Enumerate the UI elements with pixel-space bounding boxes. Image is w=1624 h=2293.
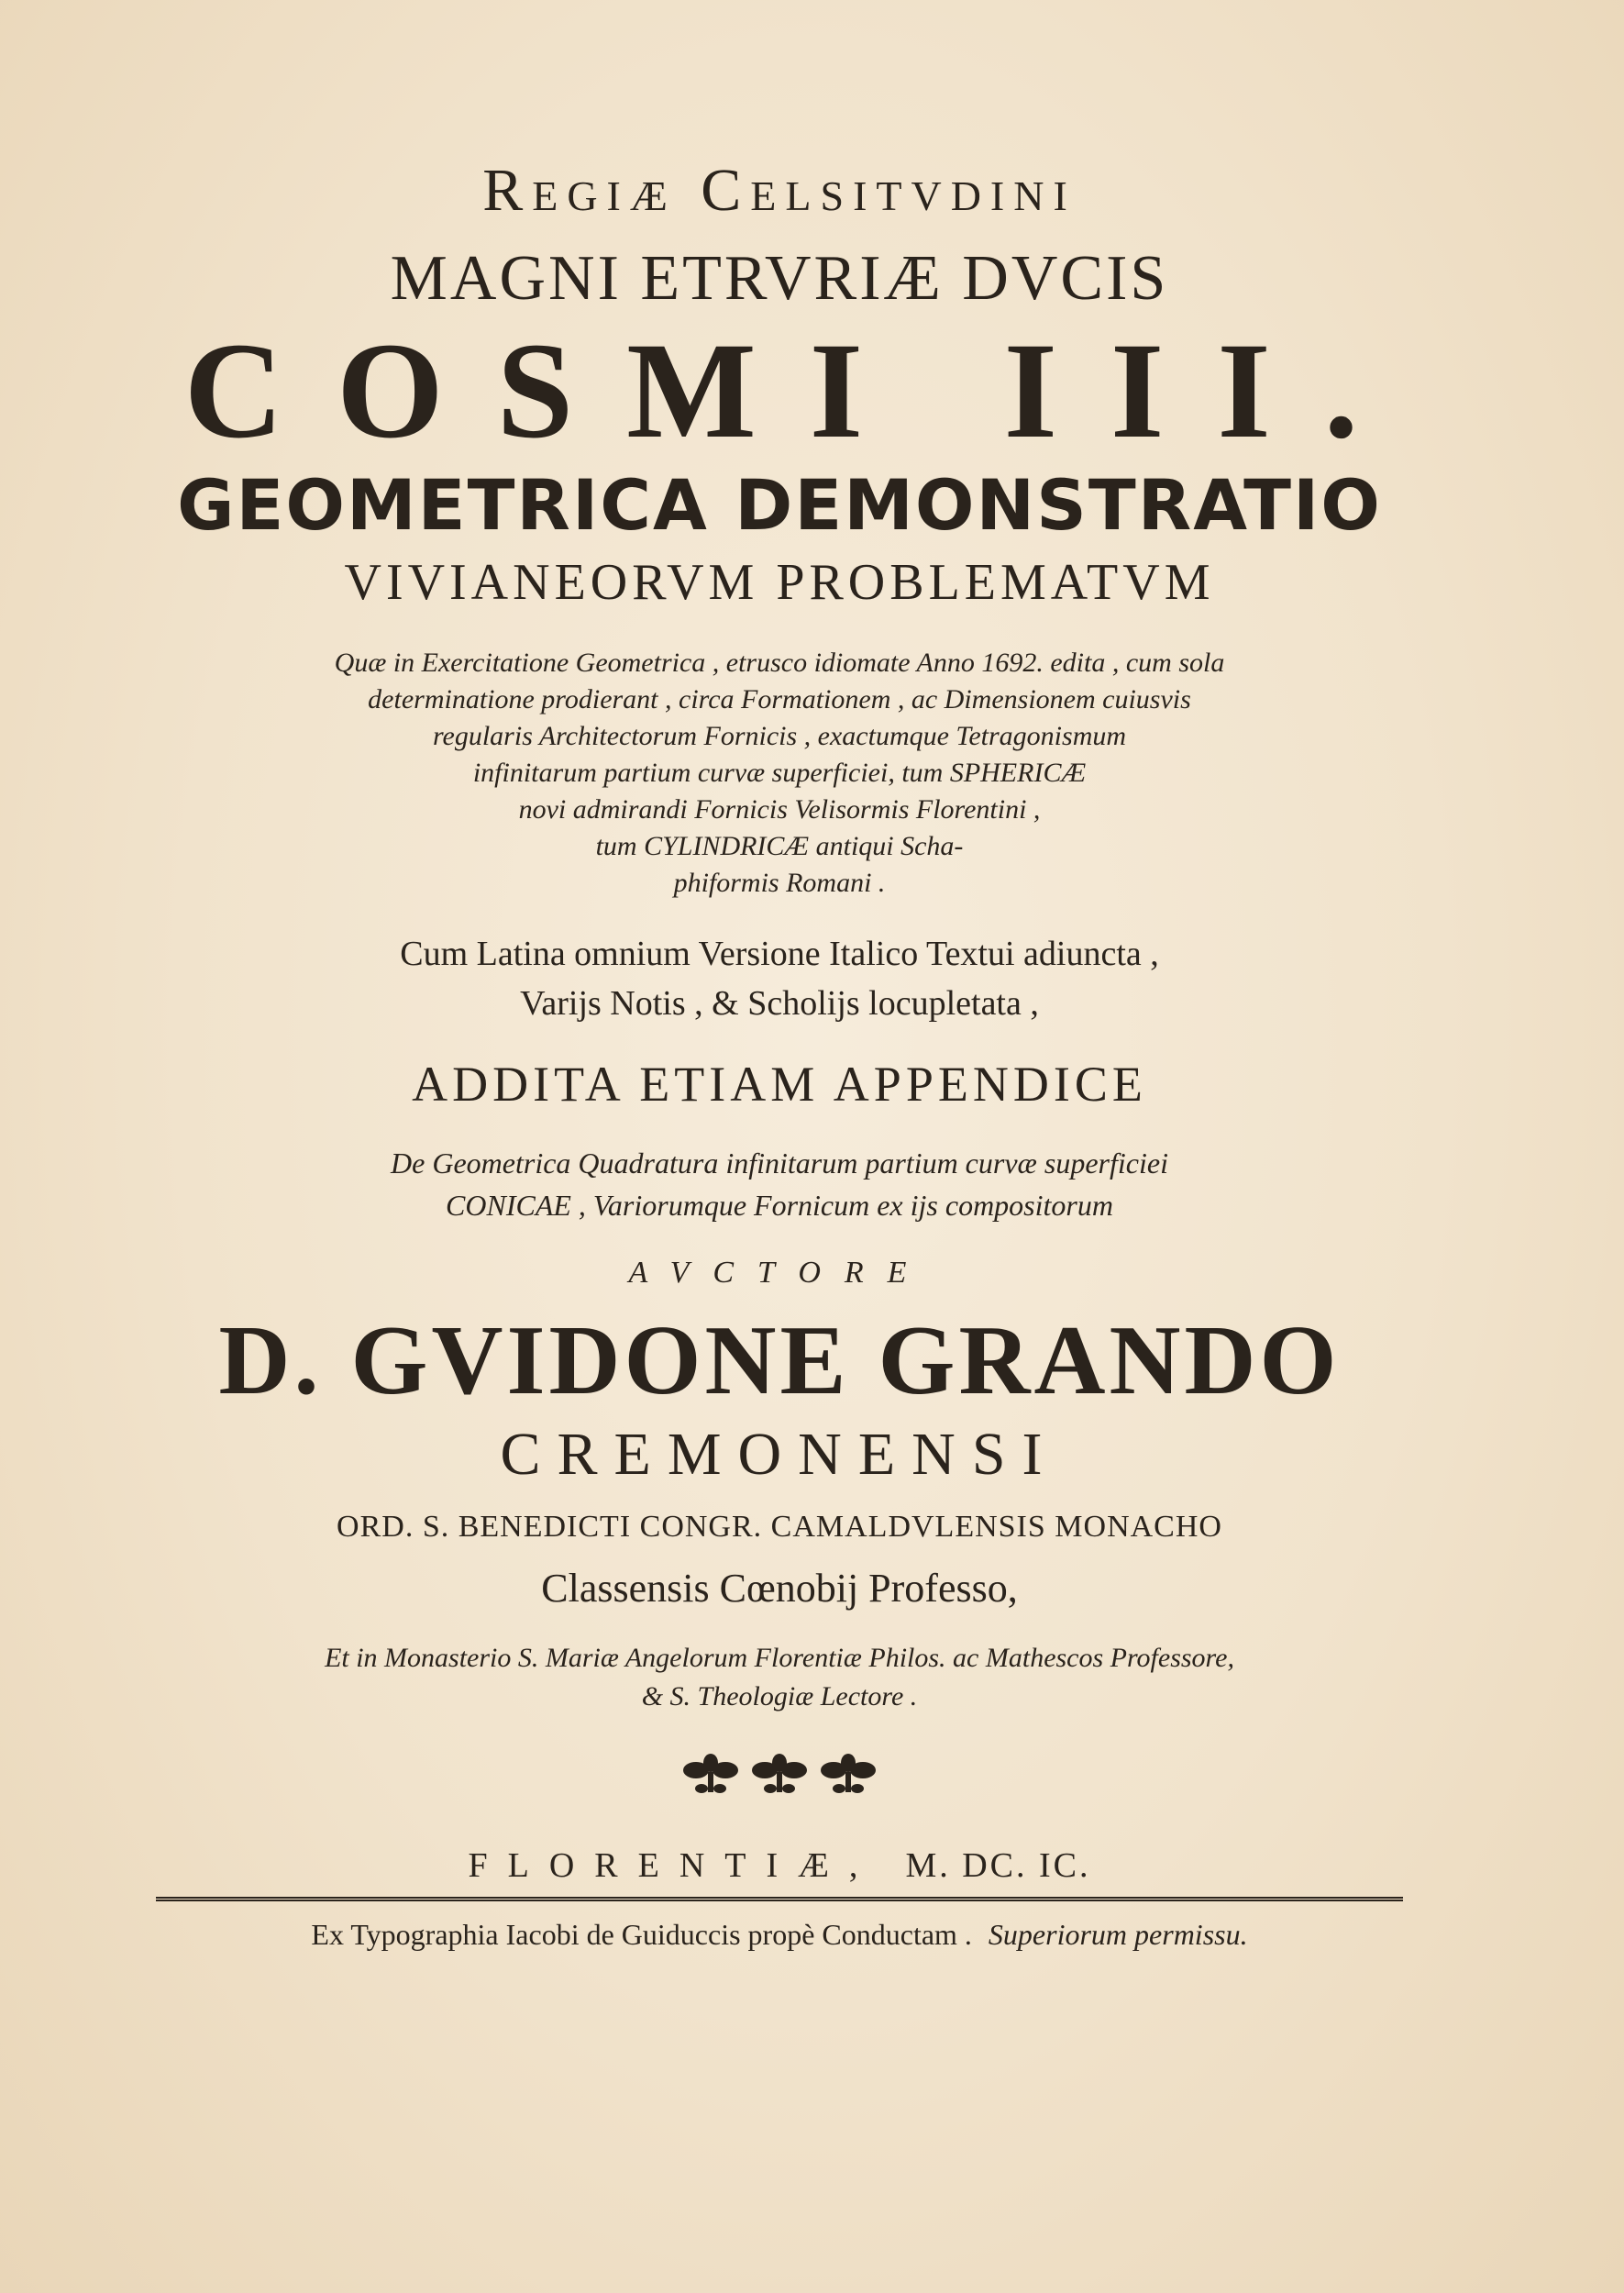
author-profession: Classensis Cœnobij Professo, xyxy=(541,1566,1018,1612)
appendix-line: De Geometrica Quadratura infinitarum partium curvæ superficiei xyxy=(391,1146,1168,1180)
imprint-place-line xyxy=(138,1845,1421,1886)
printer-name: Ex Typographia Iacobi de Guiduccis propè Conductam . xyxy=(311,1918,972,1952)
description-block xyxy=(138,645,1421,902)
version-block xyxy=(138,929,1421,1028)
printer-line xyxy=(138,1918,1421,1952)
author-order: ORD. S. BENEDICTI CONGR. CAMALDVLENSIS MONACHO xyxy=(337,1510,1222,1545)
version-line: Cum Latina omnium Versione Italico Textui adiuncta , xyxy=(400,934,1159,973)
permission: Superiorum permissu. xyxy=(988,1918,1248,1952)
description-line: phiformis Romani . xyxy=(673,867,886,898)
appendix-line: CONICAE , Variorumque Fornicum ex ijs compositorum xyxy=(446,1188,1113,1222)
description-line: novi admirandi Fornicis Velisormis Florentini , xyxy=(518,793,1041,825)
version-line: Varijs Notis , & Scholijs locupletata , xyxy=(520,983,1039,1023)
dedication-line-2: MAGNI ETRVRIÆ DVCIS xyxy=(390,243,1169,314)
description-line: Quæ in Exercitatione Geometrica , etrusco idiomate Anno 1692. edita , cum sola xyxy=(334,647,1225,678)
fleuron-ornament-icon xyxy=(674,1744,885,1808)
auctore-label: AVCTORE xyxy=(628,1255,931,1290)
work-subtitle: VIVIANEORVM PROBLEMATVM xyxy=(344,553,1215,611)
description-line: tum CYLINDRICÆ antiqui Scha- xyxy=(595,830,964,861)
dedicatee-name: COSMI III. xyxy=(183,315,1412,467)
appendix-heading: ADDITA ETIAM APPENDICE xyxy=(412,1056,1147,1112)
dedication-line-1: Regiæ Celsitvdini xyxy=(482,157,1077,224)
imprint-year: M. DC. IC. xyxy=(905,1846,1091,1886)
description-line: regularis Architectorum Fornicis , exactumque Tetragonismum xyxy=(432,720,1127,751)
offices-line: Et in Monasterio S. Mariæ Angelorum Florentiæ Philos. ac Mathescos Professore, xyxy=(325,1643,1234,1674)
work-title: GEOMETRICA DEMONSTRATIO xyxy=(177,464,1382,546)
author-name: D. GVIDONE GRANDO xyxy=(218,1305,1341,1415)
author-city: CREMONENSI xyxy=(500,1421,1059,1489)
appendix-description xyxy=(138,1142,1421,1226)
title-page-content xyxy=(138,156,1421,1952)
imprint-rule xyxy=(156,1897,1403,1905)
imprint-place: FLORENTIÆ, xyxy=(468,1846,878,1886)
offices-line: & S. Theologiæ Lectore . xyxy=(641,1681,918,1712)
description-line: infinitarum partium curvæ superficiei, tum SPHERICÆ xyxy=(472,757,1087,788)
author-offices xyxy=(138,1639,1421,1716)
description-line: determinatione prodierant , circa Formationem , ac Dimensionem cuiusvis xyxy=(368,683,1191,714)
